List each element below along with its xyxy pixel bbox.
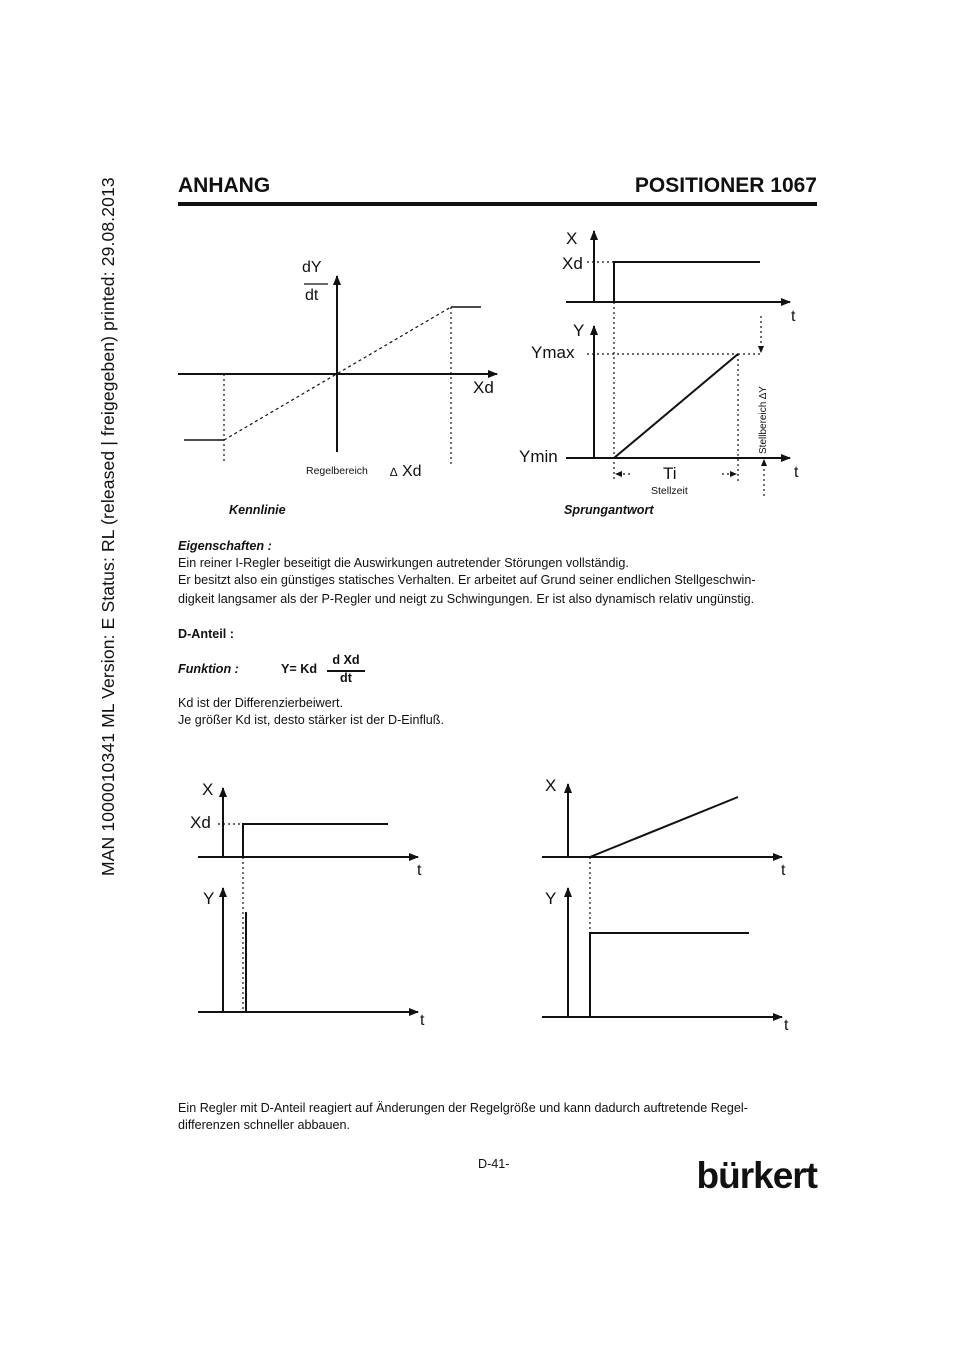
- document-status-sidebar: MAN 1000010341 ML Version: E Status: RL (released | freigegeben) printed: 29.08.2013: [98, 177, 118, 876]
- d-ramp-x-label: X: [545, 776, 557, 795]
- d-step-xd-label: Xd: [190, 813, 211, 832]
- d-ramp-diagram: [542, 776, 789, 1034]
- d-ramp-y-label: Y: [545, 889, 557, 908]
- kennlinie-diagram: [178, 259, 497, 480]
- regelbereich-label: Regelbereich: [306, 465, 368, 477]
- formula-lhs: Y= Kd: [281, 662, 318, 676]
- sprungantwort-diagram: [519, 229, 799, 497]
- d-ramp-input: [590, 797, 738, 857]
- sprung-t-label-bottom: t: [794, 464, 799, 481]
- formula-numerator: d Xd: [332, 653, 360, 667]
- sprung-y-label: Y: [573, 321, 585, 340]
- sprung-xd-label: Xd: [562, 254, 583, 273]
- section-title: ANHANG: [178, 174, 271, 197]
- regelbereich-xd-label: Xd: [402, 463, 422, 480]
- page-number: D-41-: [478, 1157, 510, 1171]
- eigenschaften-line-2: Er besitzt also ein günstiges statisches Verhalten. Er arbeitet auf Grund seiner endlichen Stellgeschwin-: [178, 573, 756, 587]
- sprung-t-label-top: t: [791, 308, 796, 325]
- kennlinie-caption: Kennlinie: [229, 503, 286, 517]
- d-step-t-label-top: t: [417, 862, 422, 879]
- eigenschaften-heading: Eigenschaften :: [178, 539, 272, 553]
- funktion-label: Funktion :: [178, 662, 239, 676]
- stellbereich-label: Stellbereich ∆Y: [758, 386, 769, 454]
- ymax-label: Ymax: [531, 343, 575, 362]
- footer-text-line-2: differenzen schneller abbauen.: [178, 1118, 351, 1132]
- burkert-logo: bürkert: [696, 1155, 817, 1196]
- d-step-diagram: [190, 780, 425, 1029]
- d-step-t-label-bottom: t: [420, 1012, 425, 1029]
- d-ramp-t-label-bottom: t: [784, 1017, 789, 1034]
- kennlinie-dy-label: dY: [302, 259, 322, 276]
- stellzeit-label: Stellzeit: [651, 485, 688, 497]
- eigenschaften-line-1: Ein reiner I-Regler beseitigt die Auswirkungen autretender Störungen vollständig.: [178, 556, 629, 570]
- d-anteil-line-1: Kd ist der Differenzierbeiwert.: [178, 696, 343, 710]
- product-title: POSITIONER 1067: [634, 174, 817, 197]
- sprung-step-input: [614, 262, 760, 302]
- sprung-x-label: X: [566, 229, 578, 248]
- eigenschaften-line-3: digkeit langsamer als der P-Regler und neigt zu Schwingungen. Er ist also dynamisch relativ ungünstig.: [178, 592, 755, 606]
- ti-label: Ti: [663, 464, 677, 483]
- sprungantwort-caption: Sprungantwort: [564, 503, 654, 517]
- d-ramp-step-response: [590, 933, 749, 1017]
- kennlinie-xd-label: Xd: [473, 378, 494, 397]
- ymin-label: Ymin: [519, 447, 558, 466]
- delta-icon: ∆: [390, 465, 398, 479]
- sprung-ramp-response: [614, 354, 738, 458]
- formula-denominator: dt: [340, 671, 352, 685]
- d-step-x-label: X: [202, 780, 214, 799]
- footer-text-line-1: Ein Regler mit D-Anteil reagiert auf Änderungen der Regelgröße und kann dadurch auftretende Regel-: [178, 1101, 748, 1115]
- d-ramp-t-label-top: t: [781, 862, 786, 879]
- kennlinie-dt-label: dt: [305, 287, 319, 304]
- d-step-input: [243, 824, 388, 857]
- d-anteil-heading: D-Anteil :: [178, 627, 234, 641]
- d-anteil-line-2: Je größer Kd ist, desto stärker ist der D-Einfluß.: [178, 713, 444, 727]
- d-step-y-label: Y: [203, 889, 215, 908]
